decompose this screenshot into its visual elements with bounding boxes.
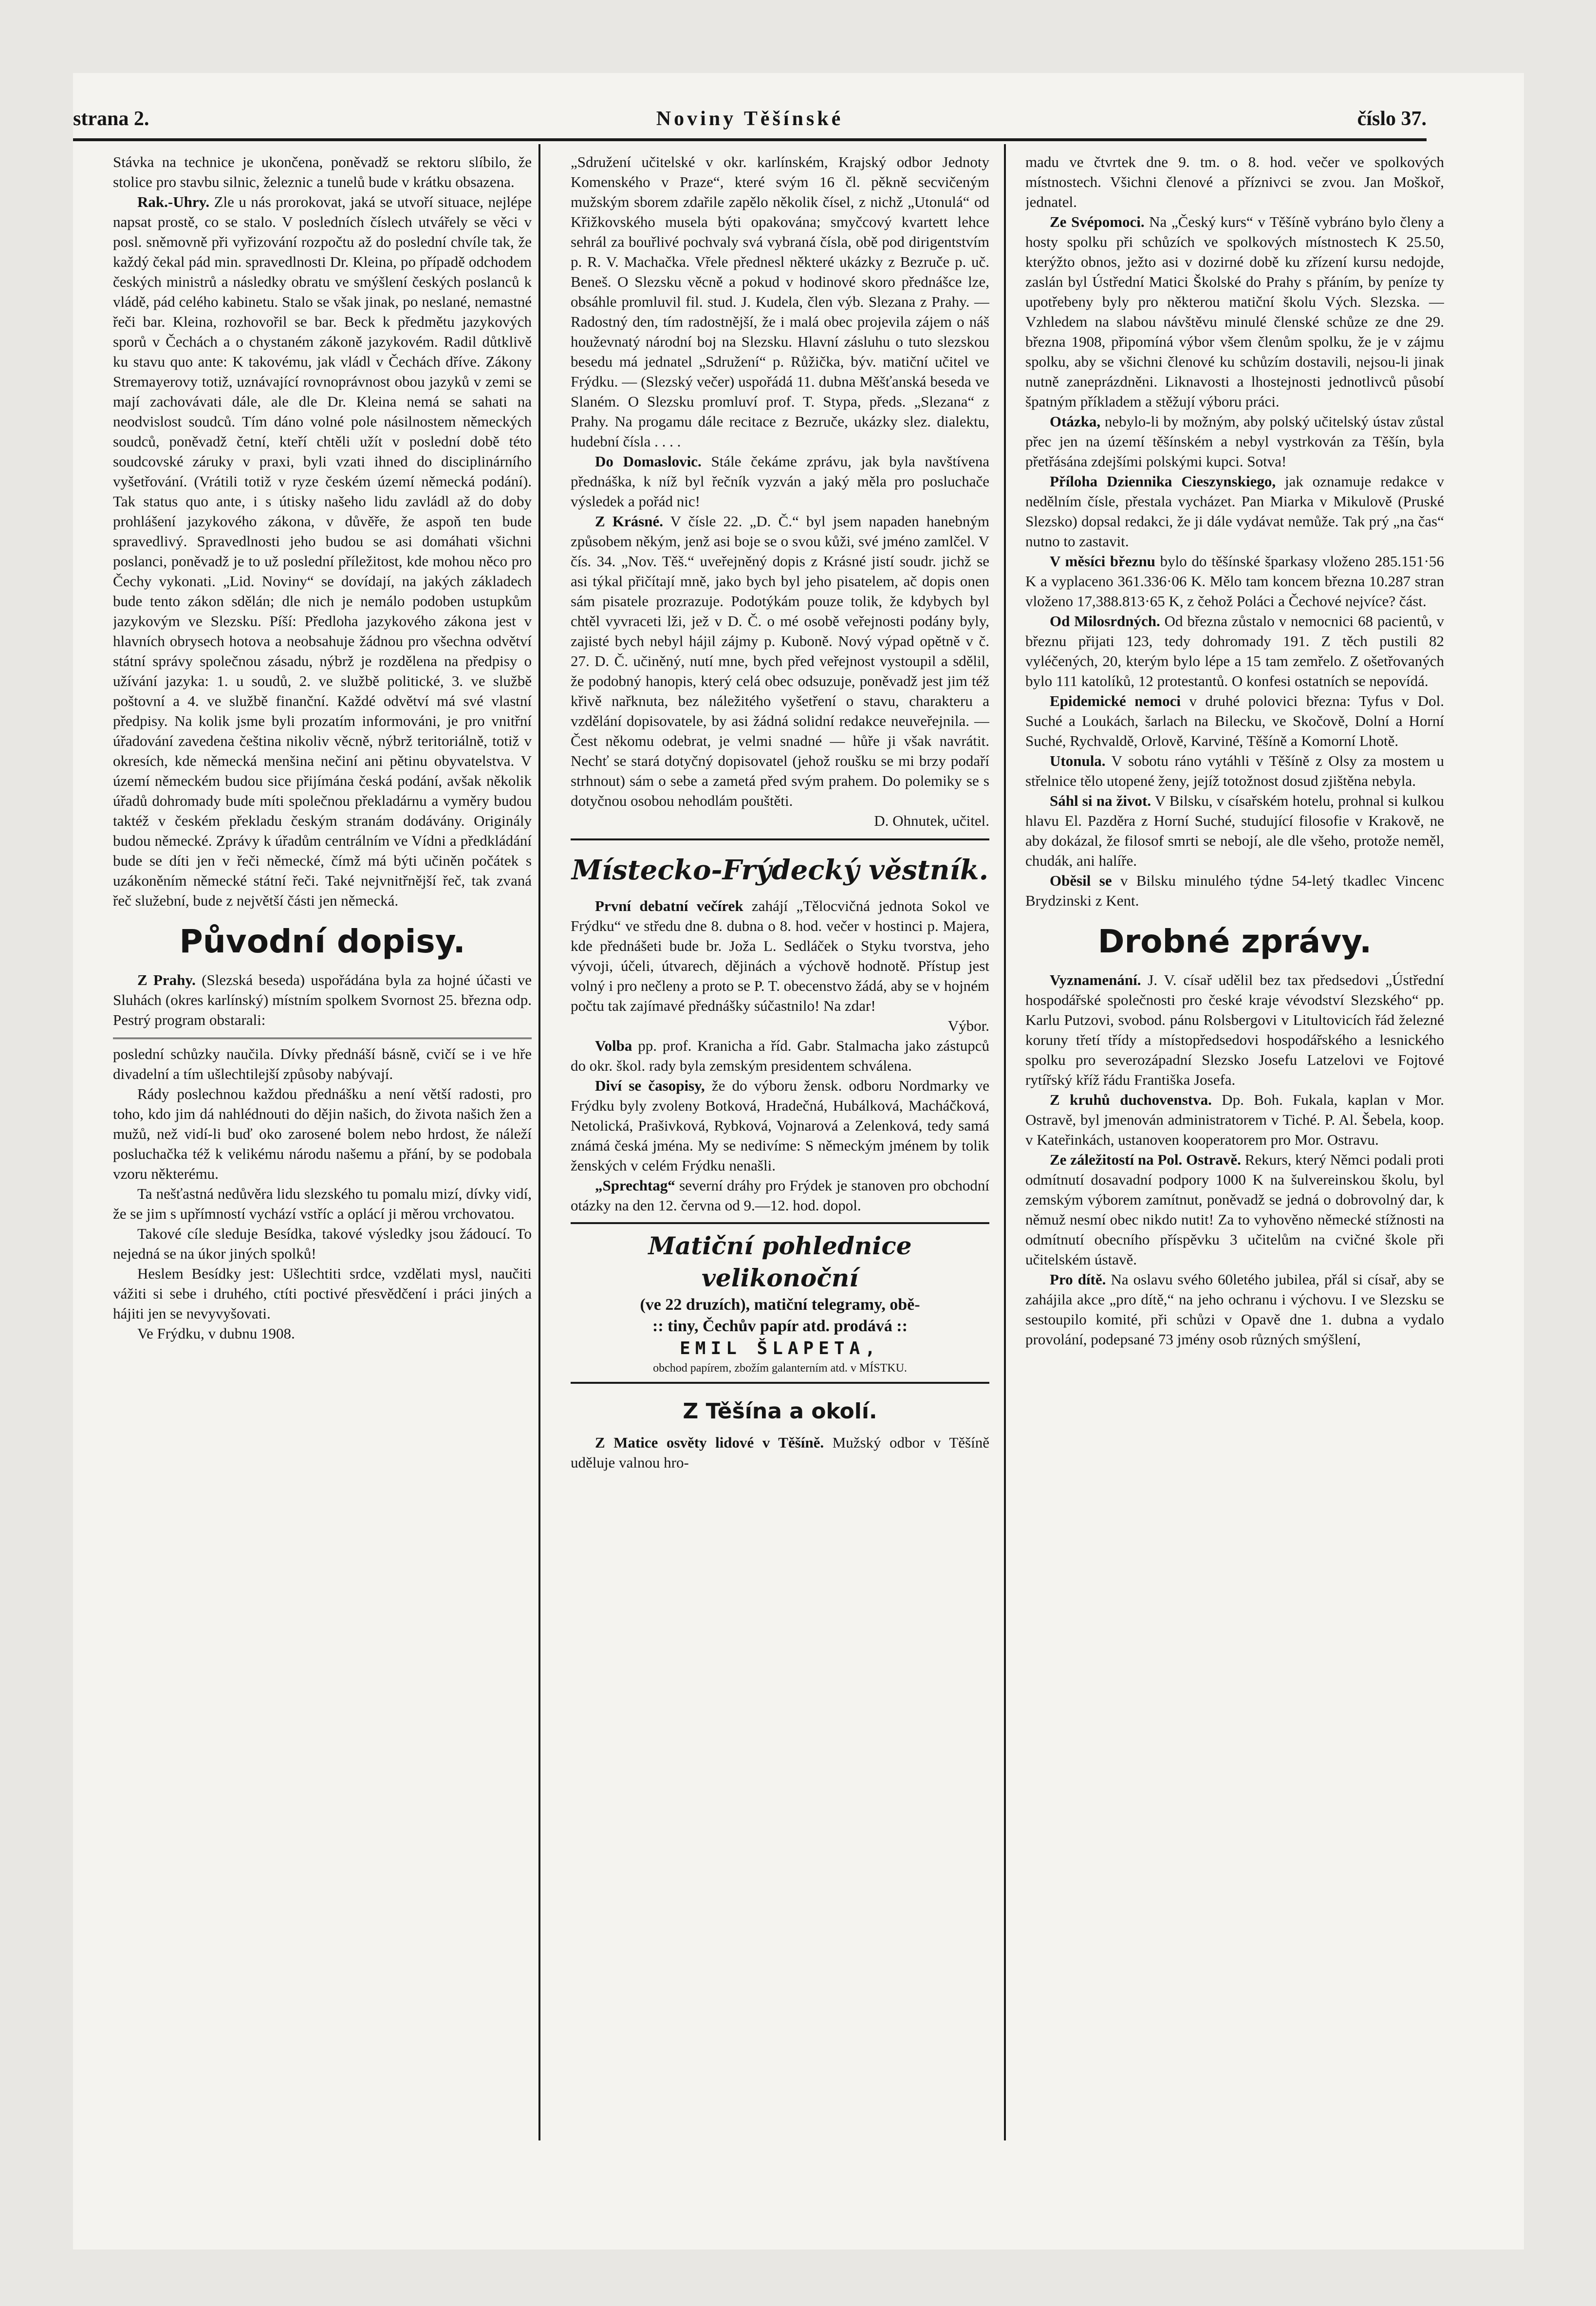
article-paragraph: Pro dítě. Na oslavu svého 60letého jubilea, přál si císař, aby se zahájila akce „pro dítě,“ na jeho ochranu i výchovu. I ve Slezsku se sestoupilo komité, při schůzi v Opavě dne 1. dubna a vydalo provolání, podepsané 73 jmény osob různých smýšlení, <box>1025 1271 1444 1348</box>
article-paragraph: Ze záležitostí na Pol. Ostravě. Rekurs, který Němci podali proti odmítnutí dosavadní podpory 1000 K na šulvereinskou školu, byl zemským výborem zamítnut, poněvadž se jedná o dobrovolný dar, k němuž nesmí obec nikdo nutit! Za to vyhověno německé stížnosti na odmítnutí obecního příspěvku 3 učitelům na cvičné škole při učitelském ústavě. <box>1025 1151 1444 1268</box>
article-paragraph: Ze Svépomoci. Na „Český kurs“ v Těšíně vybráno bylo členy a hosty spolku při schůzích ve spolkových místnostech K 25.50, kterýžto obnos, ježto asi v dozirné době ku zřízení kursu nedojde, zaslán byl Ústřední Matici Školské do Prahy s přáním, by peníze ty upotřebeny byly pro některou matiční školu Vých. Slezska. — Vzhledem na slabou návštěvu minulé členské schůze ze dne 29. března 1908, připomíná výbor všem členům spolku, že je v zájmu spolku, aby se všichni členové ku schůzím dostavili, nejsou-li jinak nutně zaneprázdněni. Liknavosti a lhostejnosti jednotlivců působí špatným příkladem a stěžují výboru práci. <box>1025 213 1444 410</box>
article-paragraph: Rády poslechnou každou přednášku a není větší radosti, pro toho, kdo jim dá nahlédnouti do dějin našich, do života našich žen a mužů, než vidí-li buď oko zarosené bolem nebo hrdost, že náleží posluchačka též k velikému národu našemu a přání, by se podobala vzoru některému. <box>113 1085 532 1182</box>
newspaper-title: Noviny Těšínské <box>656 108 844 130</box>
signature: Výbor. <box>947 1017 989 1034</box>
article-dateline: Ve Frýdku, v dubnu 1908. <box>137 1325 295 1342</box>
separator <box>571 838 989 840</box>
article-paragraph: poslední schůzky naučila. Dívky přednáší básně, cvičí se i ve hře divadelní a tím ušlechtilejší způsoby nabývají. <box>113 1045 532 1082</box>
article-paragraph: Z Krásné. V čísle 22. „D. Č.“ byl jsem napaden hanebným způsobem někým, jenž asi boje se o svou kůži, své jméno zamlčel. V čís. 34. „Nov. Těš.“ uveřejněný dopis z Krásné jistí soudr. jichž se asi týkal přičítají mně, jako bych byl jeho pisatelem, ač dopis onen sám pisatele prozrazuje. Podotýkám pouze tolik, že kdybych byl chtěl vyvraceti lži, jež v D. Č. o mé osobě veřejnosti podány byly, zajisté bych nebyl hájil zájmy p. Kuboně. Nový výpad opětně v č. 27. D. Č. učiněný, nutí mne, bych před veřejnost vystoupil a sdělil, že podobný hanopis, který celá obec odsuzuje, poněvadž jest jim též křivě nařknuta, bez náležitého vyšetření o stavu, charakteru a vzdělání dopisovatele, by asi žádná solidní redakce neuveřejnila. — Čest někomu odebrat, je velmi snadné — hůře ji však navrátit. Nechť se stará dotyčný dopisovatel (jehož roušku se mi brzy podaří strhnout) sám o sebe a zametá před svým prahem. Do polemiky se s dotyčnou osobou nehodlám pouštěti. <box>571 513 989 809</box>
column-divider-2 <box>1004 144 1006 2140</box>
article-paragraph: Oběsil se v Bilsku minulého týdne 54-letý tkadlec Vincenc Brydzinski z Kent. <box>1025 872 1444 909</box>
column-2 <box>571 152 989 2294</box>
article-paragraph: Z Prahy. (Slezská beseda) uspořádána byla za hojné účasti ve Sluhách (okres karlínský) místním spolkem Svornost 25. března odp. Pestrý program obstarali: <box>113 971 532 1028</box>
article-paragraph: „Sprechtag“ severní dráhy pro Frýdek je stanoven pro obchodní otázky na den 12. června od 9.—12. hod. dopol. <box>571 1177 989 1214</box>
article-paragraph: Z Matice osvěty lidové v Těšíně. Mužský odbor v Těšíně uděluje valnou hro- <box>571 1434 989 1471</box>
article-paragraph: Do Domaslovic. Stále čekáme zprávu, jak byla navštívena přednáška, k níž byl řečník vyzván a jaký měla pro posluchače výsledek a pořád nic! <box>571 453 989 510</box>
article-paragraph: Utonula. V sobotu ráno vytáhli v Těšíně z Olsy za mostem u střelnice tělo utopené ženy, jejíž totožnost dosud zjištěna nebyla. <box>1025 752 1444 789</box>
issue-number: číslo 37. <box>1357 108 1427 130</box>
article-paragraph: Od Milosrdných. Od března zůstalo v nemocnici 68 pacientů, v březnu přijati 123, tedy dohromady 191. Z těch pustili 82 vyléčených, 20, kterým bylo lépe a 15 tam zemřelo. Z ošetřovaných bylo 111 katolíků, 12 protestantů. O konfesi ostatních se nepovídá. <box>1025 613 1444 689</box>
article-paragraph: Rak.-Uhry. Zle u nás prorokovat, jaká se utvoří situace, nejlépe napsat prostě, co se stalo. V posledních číslech utvářely se věci v posl. sněmovně při vyřizování rozpočtu až do poslední chvíle tak, že každý čekal pád min. spravedlnosti Dr. Kleina, po případě odchodem českých ministrů a následky obratu ve smýšlení českých poslanců k vládě, pád celého kabinetu. Stalo se však jinak, po neslané, nemastné řeči bar. Kleina, rozhovořil se bar. Beck k předmětu jazykových sporů v Čechách a o chystaném zákoně jazykovém. Radil důtklivě ku stavu quo ante: K takovému, jak vládl v Čechách dříve. Zákony Stremayerovy totiž, uznávající rovnoprávnost obou jazyků v zemi se mají zachovávati dále, ale dle Dr. Kleina nemá se sahati na neodvislost soudců. Tím dáno volné pole násilnostem německých soudců, poněvadž četní, kteří chtěli užít v poslední době této soudcovské záruky v praxi, byli vzati ihned do disciplinárního vyšetřování. (Vrátili totiž v ryze českém území německá podání). Tak status quo ante, i s útisky našeho lidu zavládl až do doby prohlášení jazykového zákona, v důvěře, že aspoň ten bude spravedlivý. Spravedlnosti jeho budou se asi domáhati všichni poslanci, poněvadž je to už poslední příležitost, kde mohou něco pro Čechy vykonati. „Lid. Noviny“ se dovídají, na jakých základech bude tento zákon sdělán; dle nich je nemálo podoben ustupkům jazykovým ve Slezsku. Píší: Předloha jazykového zákona jest v hlavních obrysech hotova a neobsahuje žádnou pro všechna odvětví státní správy společnou zásadu, nýbrž je rozdělena na předpisy o užívání jazyka: 1. u soudů, 2. ve službě politické, 3. ve službě poštovní a 4. ve službě finanční. Každé odvětví má své vlastní předpisy. Na kolik jsme byli prozatím informováni, je pro vnitřní úřadování zavedena čeština nikoliv věcně, nýbrž teritoriálně, totiž v okresích, kde německá menšina nečiní ani pětinu obyvatelstva. V území německém budou sice přijímána česká podání, avšak několik úřadů dohromady bude míti společnou překladárnu a vyměry budou taktéž v českém překladu českým stranám dodávány. Originály budou německé. Zprávy k úřadům centrálním ve Vídni a předkládání bude se díti jen v řeči německé, čímž má býti učiněn počátek s uzákoněním německé státní řeči. Také nejvnitřnější řeč, tak zvaná řeč služební, bude z největší části jen německá. <box>113 193 532 909</box>
article-paragraph: madu ve čtvrtek dne 9. tm. o 8. hod. večer ve spolkových místnostech. Všichni členové a příznivci se zvou. Jan Moškoř, jednatel. <box>1025 153 1444 210</box>
advertisement <box>571 1222 989 1384</box>
header-rule <box>73 138 1427 141</box>
column-divider-1 <box>538 144 540 2140</box>
page-header <box>73 107 1427 136</box>
ad-line: :: tiny, Čechův papír atd. prodává :: <box>652 1317 908 1335</box>
separator <box>113 1038 532 1039</box>
article-paragraph: V měsíci březnu bylo do těšínské šparkasy vloženo 285.151·56 K a vyplaceno 361.336·06 K. Mělo tam koncem března 10.287 stran vloženo 17,388.813·65 K, z čehož Poláci a Čechové nejvíce? část. <box>1025 553 1444 610</box>
article-paragraph: Z kruhů duchovenstva. Dp. Boh. Fukala, kaplan v Mor. Ostravě, byl jmenován administratorem v Tiché. P. Al. Šebela, koop. v Kateřinkách, ustanoven kooperatorem pro Mor. Ostravu. <box>1025 1091 1444 1148</box>
article-paragraph: Sáhl si na život. V Bilsku, v císařském hotelu, prohnal si kulkou hlavu El. Pazděra z Horní Suché, studující filosofie v Krakově, ne aby dokázal, že filosof smrti se nebojí, ale dle všeho, protože neměl, chudák, ani halíře. <box>1025 792 1444 869</box>
signature: D. Ohnutek, učitel. <box>874 812 989 829</box>
article-paragraph: Otázka, nebylo-li by možným, aby polský učitelský ústav zůstal přec jen na území těšínském a nebyl vystrkován za Těšín, byla přetřásána zdejšími polskými kupci. Sotva! <box>1025 413 1444 470</box>
ad-line: obchod papírem, zbožím galanterním atd. v MÍSTKU. <box>653 1362 907 1375</box>
article-paragraph: Heslem Besídky jest: Ušlechtiti srdce, vzdělati mysl, naučiti vážiti si sebe i druhého, ctíti poctivé přesvědčení i práci jiných a hájiti jen se nevyvyšovati. <box>113 1265 532 1322</box>
article-paragraph: První debatní večírek zahájí „Tělocvičná jednota Sokol ve Frýdku“ ve středu dne 8. dubna o 8. hod. večer v hostinci p. Majera, kde přednášeti bude br. Joža L. Sedláček o Styku tvorstva, jeho vývoji, účeli, útvarech, dějinách a výchově hodnotě. Přístup jest volný i pro nečleny a proto se P. T. obecenstvo žádá, aby se v hojném počtu tak zajímavé přednášky súčastnilo! Na zdar! <box>571 897 989 1014</box>
section-heading-puvodni-dopisy: Původní dopisy. <box>179 923 465 960</box>
section-heading-z-tesina: Z Těšína a okolí. <box>683 1399 877 1424</box>
section-heading-drobne-zpravy: Drobné zprávy. <box>1097 923 1372 960</box>
ad-merchant-name: EMIL ŠLAPETA, <box>680 1339 880 1358</box>
article-paragraph: „Sdružení učitelské v okr. karlínském, Krajský odbor Jednoty Komenského v Praze“, které svým 16 čl. pěkně secvičeným mužským sborem zdařile zapělo několik čísel, z nichž „Utonulá“ od Křižkovského musela býti opakována; smyčcový kvartett lehce sehrál za bouřlivé pochvaly svá vybraná čísla, obě pod dirigentstvím p. R. V. Machačka. Vřele přednesl některé ukázky z Bezruče p. uč. Beneš. O Slezsku věcně a pokud v hodinové skoro přednášce lze, obsáhle promluvil fil. stud. J. Kudela, člen výb. Slezana z Prahy. — Radostný den, tím radostnější, že i malá obec projevila zájem o náš houževnatý národní boj na Slezsku. Hlavní zásluhu o tuto slezskou besedu má jednatel „Sdružení“ p. Růžička, býv. matiční učitel ve Frýdku. — (Slezský večer) uspořádá 11. dubna Měšťanská beseda ve Slaném. O Slezsku promluví prof. T. Stypa, předs. „Slezana“ z Prahy. Na progamu dále recitace z Bezruče, ukázky slez. dialektu, hudební čísla . . . . <box>571 153 989 450</box>
article-paragraph: Stávka na technice je ukončena, poněvadž se rektoru slíbilo, že stolice pro stavbu silnic, železnic a tunelů bude v krátku obsazena. <box>113 153 532 190</box>
article-paragraph: Diví se časopisy, že do výboru žensk. odboru Nordmarky ve Frýdku byly zvoleny Botková, Hradečná, Hubálková, Macháčková, Netolická, Prašivková, Rybková, Vojnarová a Zelenková, tedy samá známá česká jména. My se nedivíme: S německým jménem by tolik ženských v celém Frýdku nenašli. <box>571 1077 989 1174</box>
article-paragraph: Epidemické nemoci v druhé polovici března: Tyfus v Dol. Suché a Loukách, šarlach na Bilecku, ve Skočově, Dolní a Horní Suché, Rychvaldě, Orlově, Karviné, Těšíně a Komorní Lhotě. <box>1025 692 1444 749</box>
ad-title: Matiční pohlednice velikonoční <box>648 1231 912 1292</box>
column-3 <box>1025 152 1444 2294</box>
ad-line: (ve 22 druzích), matiční telegramy, obě- <box>640 1296 920 1314</box>
article-paragraph: Volba pp. prof. Kranicha a říd. Gabr. Stalmacha jako zástupců do okr. škol. rady byla zemským presidentem schválena. <box>571 1037 989 1074</box>
page-number: strana 2. <box>73 108 149 130</box>
article-paragraph: Ta nešťastná nedůvěra lidu slezského tu pomalu mizí, dívky vidí, že se jim s upřímností vychází vstříc a oplácí ji měrou vrchovatou. <box>113 1185 532 1222</box>
section-heading-mistecko: Místecko-Frýdecký věstník. <box>571 854 989 886</box>
article-paragraph: Takové cíle sleduje Besídka, takové výsledky jsou žádoucí. To nejedná se na úkor jiných spolků! <box>113 1225 532 1262</box>
column-1 <box>113 152 532 2294</box>
article-paragraph: Příloha Dziennika Cieszynskiego, jak oznamuje redakce v nedělním čísle, přestala vycházet. Pan Miarka v Mikulově (Pruské Slezsko) dopsal redakci, že ji dále vydávat nemůže. Tak prý „na čas“ nutno to zastavit. <box>1025 473 1444 550</box>
article-paragraph: Vyznamenání. J. V. císař udělil bez tax předsedovi „Ústřední hospodářské společnosti pro české kraje vévodství Slezského“ pp. Karlu Putzovi, svobod. pánu Rolsbergovi v Litultovicích řád železné koruny třetí třídy a místopředsedovi hospodářského a lesnického spolku pro severozápadní Slezsko Josefu Latzelovi ve Fojtové rytířský kříž řádu Františka Josefa. <box>1025 971 1444 1088</box>
